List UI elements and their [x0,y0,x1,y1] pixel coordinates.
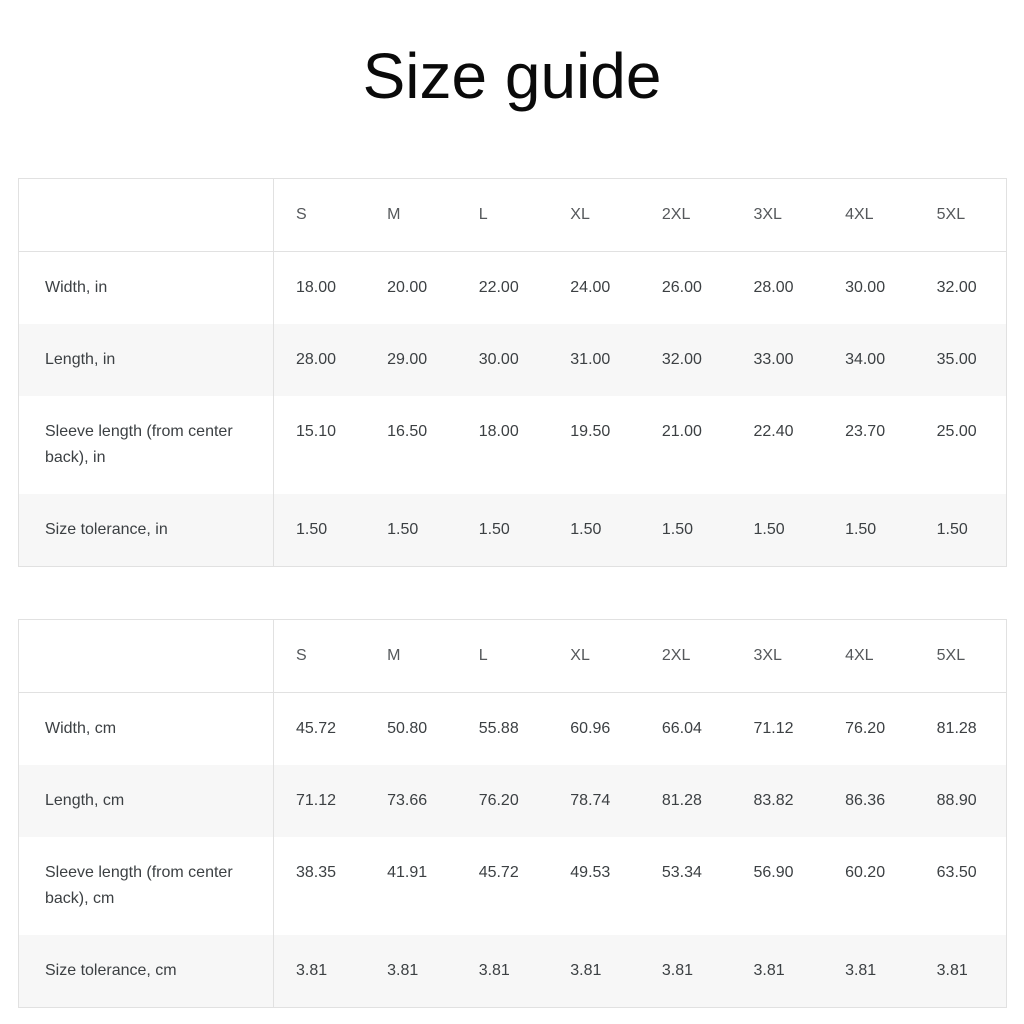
cell-value: 35.00 [936,351,977,368]
row-label: Sleeve length (from center back), cm [19,837,274,935]
cell-value: 78.74 [570,792,611,809]
cell-value: 76.20 [478,792,519,809]
cell-value: 33.00 [753,351,794,368]
cell-value: 49.53 [570,864,611,881]
cell-value: 23.70 [845,423,886,440]
cell-value: 1.50 [570,521,602,538]
cell-value: 3.81 [661,962,694,979]
cell-value: 86.36 [845,792,886,809]
column-header-4xl: 4XL [845,206,874,223]
cell-value: 81.28 [936,720,977,737]
table-row-width-in [19,252,1007,325]
table-row-tolerance-cm [19,935,1007,1008]
row-label: Length, cm [19,765,274,837]
column-header-5xl: 5XL [936,206,966,223]
cell-value: 73.66 [387,792,428,809]
cell-value: 19.50 [570,423,611,440]
column-header-2xl: 2XL [661,647,691,664]
size-table-inches [18,178,1007,567]
cell-value: 22.00 [478,279,519,296]
cell-value: 28.00 [296,351,337,368]
cell-value: 18.00 [478,423,519,440]
cell-value: 60.96 [570,720,611,737]
cell-value: 41.91 [387,864,428,881]
cell-value: 3.81 [478,962,510,979]
cell-value: 53.34 [661,864,702,881]
cell-value: 83.82 [753,792,794,809]
cell-value: 1.50 [936,521,968,538]
corner-cell [19,179,274,252]
column-header-xl: XL [570,647,590,664]
cell-value: 66.04 [661,720,702,737]
row-label: Width, cm [19,693,274,766]
cell-value: 18.00 [296,279,337,296]
cell-value: 16.50 [387,423,428,440]
cell-value: 45.72 [478,864,519,881]
column-header-2xl: 2XL [661,206,691,223]
cell-value: 3.81 [845,962,877,979]
cell-value: 3.81 [387,962,419,979]
column-header-4xl: 4XL [845,647,874,664]
cell-value: 24.00 [570,279,611,296]
cell-value: 22.40 [753,423,794,440]
table-row-length-in [19,324,1007,396]
cell-value: 1.50 [661,521,694,538]
cell-value: 26.00 [661,279,702,296]
cell-value: 32.00 [661,351,702,368]
header-row [19,620,1007,693]
cell-value: 32.00 [936,279,977,296]
cell-value: 55.88 [478,720,519,737]
cell-value: 3.81 [570,962,602,979]
cell-value: 63.50 [936,864,977,881]
cell-value: 1.50 [845,521,877,538]
cell-value: 15.10 [296,423,337,440]
page-title: Size guide [362,40,662,112]
size-table-cm [18,619,1007,1008]
cell-value: 38.35 [296,864,337,881]
cell-value: 3.81 [753,962,785,979]
corner-cell [19,620,274,693]
cell-value: 20.00 [387,279,428,296]
table-row-length-cm [19,765,1007,837]
cell-value: 1.50 [296,521,328,538]
column-header-s: S [296,647,307,664]
cell-value: 56.90 [753,864,794,881]
cell-value: 25.00 [936,423,977,440]
row-label: Size tolerance, in [19,494,274,567]
table-row-sleeve-in [19,396,1007,494]
cell-value: 3.81 [296,962,328,979]
column-header-xl: XL [570,206,590,223]
row-label: Size tolerance, cm [19,935,274,1008]
cell-value: 71.12 [296,792,337,809]
cell-value: 34.00 [845,351,886,368]
row-label: Width, in [19,252,274,325]
column-header-m: M [387,647,401,664]
cell-value: 71.12 [753,720,794,737]
cell-value: 28.00 [753,279,794,296]
cell-value: 29.00 [387,351,428,368]
row-label: Length, in [19,324,274,396]
cell-value: 1.50 [478,521,510,538]
table-row-tolerance-in [19,494,1007,567]
cell-value: 30.00 [478,351,519,368]
column-header-3xl: 3XL [753,647,782,664]
cell-value: 31.00 [570,351,611,368]
cell-value: 60.20 [845,864,886,881]
column-header-l: L [478,647,488,664]
column-header-s: S [296,206,307,223]
cell-value: 76.20 [845,720,886,737]
cell-value: 21.00 [661,423,702,440]
cell-value: 81.28 [661,792,702,809]
cell-value: 1.50 [387,521,419,538]
column-header-l: L [478,206,488,223]
cell-value: 88.90 [936,792,977,809]
column-header-m: M [387,206,401,223]
row-label: Sleeve length (from center back), in [19,396,274,494]
table-row-sleeve-cm [19,837,1007,935]
cell-value: 30.00 [845,279,886,296]
column-header-3xl: 3XL [753,206,782,223]
cell-value: 50.80 [387,720,428,737]
header-row [19,179,1007,252]
cell-value: 1.50 [753,521,785,538]
column-header-5xl: 5XL [936,647,966,664]
table-row-width-cm [19,693,1007,766]
cell-value: 3.81 [936,962,968,979]
cell-value: 45.72 [296,720,337,737]
